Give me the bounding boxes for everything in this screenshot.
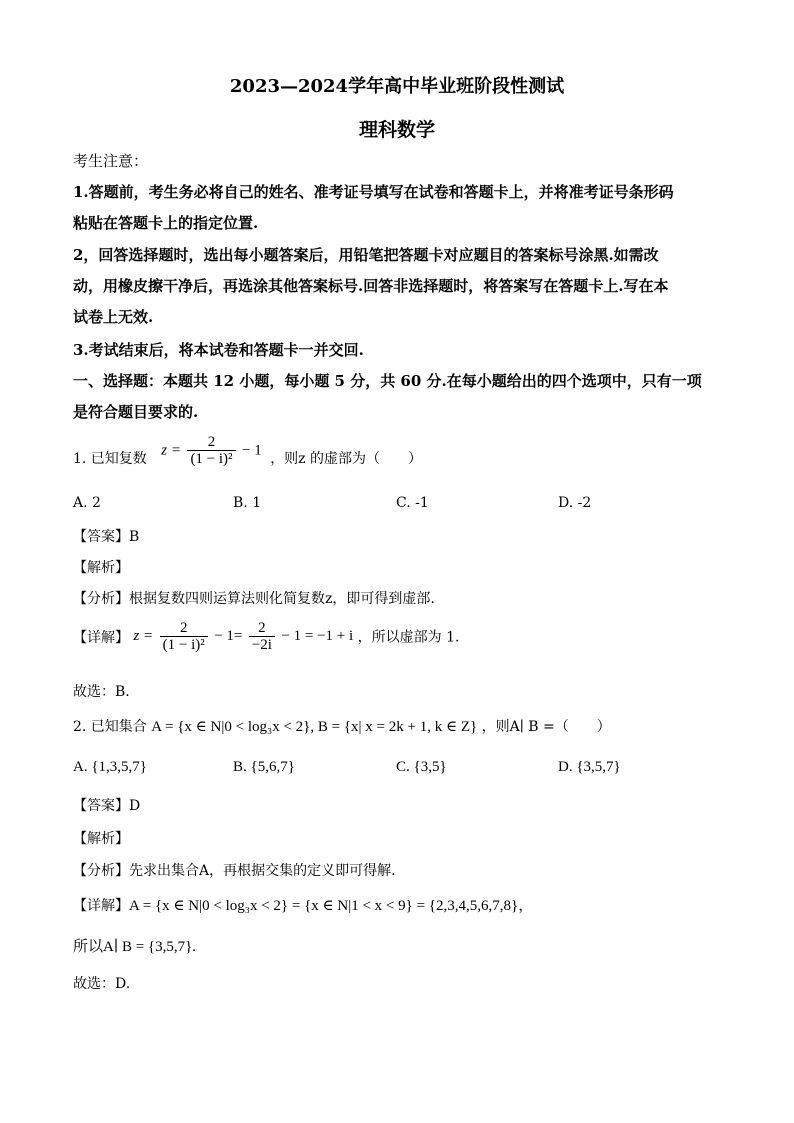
- q1-detail-fraction2-denominator: −2i: [251, 637, 272, 653]
- q2-answer: [73, 795, 140, 815]
- q2-fenxi-text: 先求出集合A，再根据交集的定义即可得解.: [129, 863, 396, 879]
- q2-option-b: B. {5,6,7}: [233, 759, 295, 775]
- q2-analysis-label: 【解析】: [73, 831, 129, 847]
- q1-fraction-denominator: (1 − i)²: [190, 451, 233, 467]
- q2-stem-prefix: 2. 已知集合: [73, 719, 147, 735]
- q2-stem-suffix: ，则A∣ B =（ ）: [481, 719, 611, 735]
- q1-answer-value: B: [129, 529, 140, 545]
- q2-option-d: D. {3,5,7}: [558, 759, 621, 775]
- q2-stem-math: A = {x ∈ N|0 < log₃x < 2}, B = {x| x = 2k + 1, k ∈ Z}: [151, 719, 478, 735]
- q1-detail: [73, 620, 459, 653]
- section1-heading-line2: 是符合题目要求的.: [73, 403, 199, 421]
- q1-fraction: [187, 434, 235, 467]
- q1-detail-suffix: ，所以虚部为 1.: [357, 629, 460, 646]
- q1-option-a: A. 2: [73, 495, 101, 511]
- q2-option-c: C. {3,5}: [396, 759, 447, 775]
- exam-subject: 理科数学: [358, 119, 435, 141]
- q1-detail-tail: − 1 = −1 + i: [281, 628, 354, 644]
- q1-option-d: D. -2: [558, 495, 592, 511]
- q2-detail: [73, 894, 533, 915]
- q1-formula-tail: − 1: [242, 442, 262, 459]
- exam-title: 2023—2024学年高中毕业班阶段性测试: [229, 76, 565, 97]
- notice-item2-line3: 试卷上无效.: [73, 308, 154, 326]
- q1-detail-label: 【详解】: [73, 629, 129, 646]
- q2-fenxi: [73, 860, 396, 880]
- q1-detail-mid: − 1=: [214, 628, 243, 644]
- q2-fenxi-label: 【分析】: [73, 863, 129, 879]
- q1-detail-fraction2: [249, 620, 275, 653]
- q1-fenxi: [73, 588, 435, 608]
- notice-item1-line2: 粘贴在答题卡上的指定位置.: [73, 214, 259, 232]
- q1-fraction-numerator: 2: [187, 434, 235, 451]
- q2-option-a: A. {1,3,5,7}: [73, 759, 147, 775]
- q2-detail-math: A = {x ∈ N|0 < log₃x < 2} = {x ∈ N|1 < x < 9} = {2,3,4,5,6,7,8}，: [129, 898, 534, 914]
- notice-item1-line1: 1.答题前，考生务必将自己的姓名、准考证号填写在试卷和答题卡上，并将准考证号条形码: [73, 183, 674, 201]
- q1-suffix: ，则z 的虚部为（ ）: [270, 451, 423, 467]
- q1-detail-fraction1: [160, 620, 208, 653]
- q1-option-c: C. -1: [396, 495, 429, 511]
- q2-conclusion: 故选：D.: [73, 976, 131, 992]
- q1-fenxi-text: 根据复数四则运算法则化简复数z，即可得到虚部.: [129, 591, 435, 607]
- notice-item3: 3.考试结束后，将本试卷和答题卡一并交回.: [73, 341, 364, 359]
- section1-heading-line1: 一、选择题：本题共 12 小题，每小题 5 分，共 60 分.在每小题给出的四个选项中，只有一项: [73, 372, 702, 390]
- notice-item2-line1: 2，回答选择题时，选出每小题答案后，用铅笔把答题卡对应题目的答案标号涂黑.如需改: [73, 246, 659, 264]
- q1-fenxi-label: 【分析】: [73, 591, 129, 607]
- q1-detail-fraction1-denominator: (1 − i)²: [162, 637, 205, 653]
- q2-answer-value: D: [129, 798, 141, 814]
- q2-result: 所以A∣ B = {3,5,7}.: [73, 939, 197, 955]
- q1-formula-lhs: z =: [161, 442, 181, 459]
- q1-detail-fraction1-numerator: 2: [160, 620, 208, 637]
- q1-stem: [73, 434, 422, 468]
- q2-detail-label: 【详解】: [73, 898, 129, 914]
- q2-stem: [73, 716, 611, 736]
- q1-analysis-label: 【解析】: [73, 560, 129, 576]
- notice-item2-line2: 动，用橡皮擦干净后，再选涂其他答案标号.回答非选择题时，将答案写在答题卡上.写在本: [73, 277, 669, 295]
- q1-detail-fraction2-numerator: 2: [249, 620, 275, 637]
- q1-detail-lhs: z =: [133, 628, 154, 644]
- q2-answer-label: 【答案】: [73, 798, 129, 814]
- q1-answer-label: 【答案】: [73, 529, 129, 545]
- q1-option-b: B. 1: [233, 495, 262, 511]
- q1-formula: [161, 434, 261, 467]
- q1-answer: [73, 526, 139, 546]
- q1-prefix: 1. 已知复数: [73, 451, 147, 467]
- q1-conclusion: 故选：B.: [73, 684, 130, 700]
- notice-heading: 考生注意：: [73, 152, 149, 170]
